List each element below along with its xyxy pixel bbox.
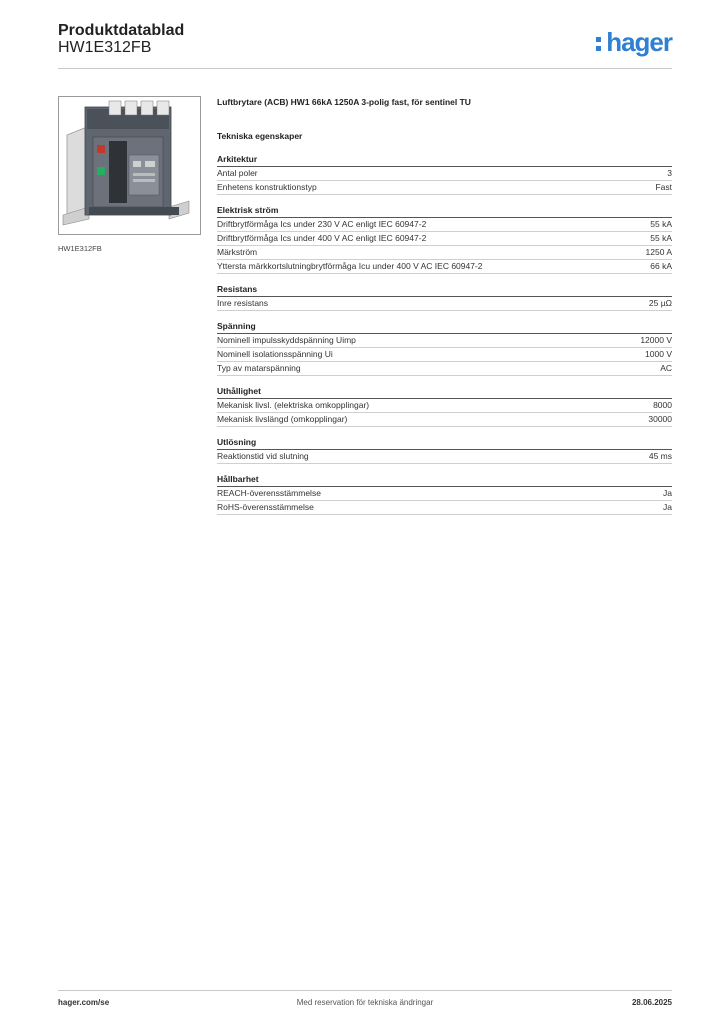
logo-text: hager — [606, 27, 672, 57]
row-label: Enhetens konstruktionstyp — [217, 182, 317, 192]
row-label: Driftbrytförmåga Ics under 230 V AC enligt IEC 60947-2 — [217, 219, 427, 229]
table-row — [217, 167, 672, 181]
hager-logo — [606, 28, 672, 56]
row-label: Inre resistans — [217, 298, 269, 308]
row-value: 3 — [667, 168, 672, 178]
row-label: Nominell impulsskyddspänning Uimp — [217, 335, 356, 345]
footer-divider — [58, 990, 672, 991]
row-label: Typ av matarspänning — [217, 363, 301, 373]
footer-website-link[interactable]: hager.com/se — [58, 998, 110, 1007]
row-value: Ja — [663, 502, 672, 512]
table-row — [217, 260, 672, 274]
row-label: Mekanisk livsl. (elektriska omkopplingar) — [217, 400, 370, 410]
row-value: Ja — [663, 488, 672, 498]
section-title: Elektrisk ström — [217, 204, 672, 218]
air-circuit-breaker-icon — [59, 97, 200, 234]
header-divider — [58, 68, 672, 69]
page-header — [58, 22, 672, 68]
table-row — [217, 348, 672, 362]
row-label: Mekanisk livslängd (omkopplingar) — [217, 414, 348, 424]
product-image — [58, 96, 201, 235]
row-value: 12000 V — [640, 335, 672, 345]
section-title: Resistans — [217, 283, 672, 297]
row-value: 8000 — [653, 400, 672, 410]
row-label: Märkström — [217, 247, 258, 257]
table-row — [217, 413, 672, 427]
section-architecture — [217, 153, 672, 195]
row-value: 1250 A — [645, 247, 672, 257]
row-label: Reaktionstid vid slutning — [217, 451, 309, 461]
section-title: Hållbarhet — [217, 473, 672, 487]
section-tripping — [217, 436, 672, 464]
footer-date: 28.06.2025 — [631, 998, 672, 1007]
row-label: Antal poler — [217, 168, 258, 178]
row-value: 25 µΩ — [648, 298, 672, 308]
table-row — [217, 334, 672, 348]
table-row — [217, 181, 672, 195]
logo-colon-icon — [596, 37, 603, 51]
table-row — [217, 218, 672, 232]
table-row — [217, 399, 672, 413]
section-voltage — [217, 320, 672, 376]
row-label: Driftbrytförmåga Ics under 400 V AC enligt IEC 60947-2 — [217, 233, 427, 243]
row-value: 1000 V — [645, 349, 672, 359]
row-label: RoHS-överensstämmelse — [217, 502, 314, 512]
section-endurance — [217, 385, 672, 427]
section-title: Uthållighet — [217, 385, 672, 399]
row-value: Fast — [655, 182, 672, 192]
table-row — [217, 450, 672, 464]
row-value: 66 kA — [650, 261, 672, 271]
row-label: Nominell isolationsspänning Ui — [217, 349, 333, 359]
technical-properties-heading: Tekniska egenskaper — [217, 131, 303, 141]
table-row — [217, 297, 672, 311]
image-caption: HW1E312FB — [58, 244, 102, 253]
section-sustainability — [217, 473, 672, 515]
section-title: Spänning — [217, 320, 672, 334]
footer-disclaimer: Med reservation för tekniska ändringar — [296, 998, 434, 1007]
table-row — [217, 501, 672, 515]
row-value: 55 kA — [650, 219, 672, 229]
row-value: 45 ms — [648, 451, 672, 461]
table-row — [217, 487, 672, 501]
product-name: Luftbrytare (ACB) HW1 66kA 1250A 3-polig fast, för sentinel TU — [217, 97, 471, 107]
row-value: 55 kA — [650, 233, 672, 243]
section-title: Arkitektur — [217, 153, 672, 167]
section-resistance — [217, 283, 672, 311]
product-details — [217, 96, 672, 515]
row-label: Yttersta märkkortslutningbrytförmåga Icu under 400 V AC IEC 60947-2 — [217, 261, 483, 271]
row-label: REACH-överensstämmelse — [217, 488, 321, 498]
row-value: AC — [660, 363, 672, 373]
section-electric-current — [217, 204, 672, 274]
document-subtitle: HW1E312FB — [58, 39, 152, 56]
row-value: 30000 — [648, 414, 672, 424]
table-row — [217, 232, 672, 246]
document-title: Produktdatablad — [58, 22, 185, 39]
section-title: Utlösning — [217, 436, 672, 450]
table-row — [217, 362, 672, 376]
table-row — [217, 246, 672, 260]
